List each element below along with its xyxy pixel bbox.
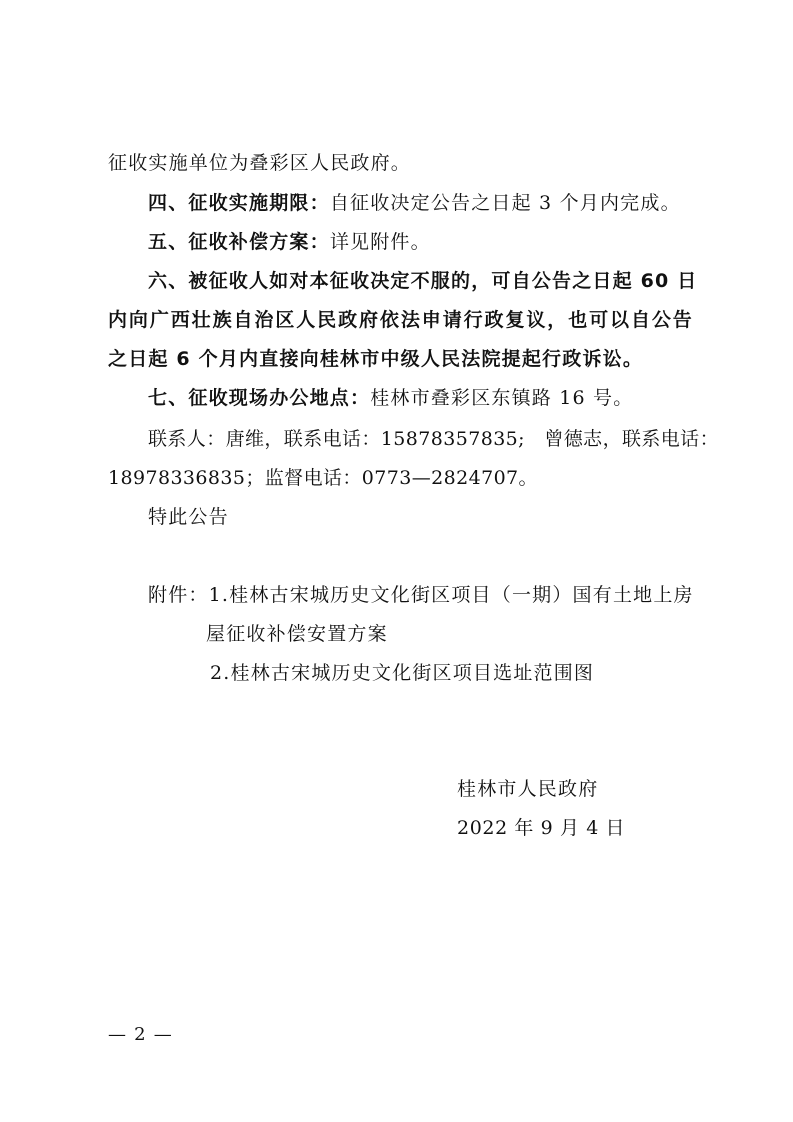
item-7-heading: 七、征收现场办公地点：	[148, 387, 371, 409]
contact-line-1: 联系人：唐维，联系电话：15878357835; 曾德志，联系电话：	[148, 428, 719, 450]
attachment-label: 附件：	[148, 584, 209, 606]
item-4-period	[148, 190, 681, 216]
item-6-line-1: 六、被征收人如对本征收决定不服的，可自公告之日起 60 日	[148, 270, 698, 292]
item-6-line-3: 之日起 6 个月内直接向桂林市中级人民法院提起行政诉讼。	[108, 348, 644, 370]
item-4-heading: 四、征收实施期限：	[148, 192, 330, 214]
attachment-1-line-1	[148, 582, 694, 608]
paragraph-unit-tail: 征收实施单位为叠彩区人民政府。	[108, 152, 412, 174]
item-6-line-2: 内向广西壮族自治区人民政府依法申请行政复议，也可以自公告	[108, 309, 693, 331]
issue-date: 2022 年 9 月 4 日	[457, 817, 626, 839]
attachment-1-line-2: 屋征收补偿安置方案	[206, 623, 388, 645]
contact-line-2: 18978336835；监督电话：0773—2824707。	[108, 467, 538, 489]
item-5-heading: 五、征收补偿方案：	[148, 231, 330, 253]
item-4-text: 自征收决定公告之日起 3 个月内完成。	[329, 192, 681, 214]
item-5-text: 详见附件。	[329, 231, 431, 253]
closing-text: 特此公告	[148, 506, 229, 528]
issuer-name: 桂林市人民政府	[457, 778, 599, 800]
item-7-text: 桂林市叠彩区东镇路 16 号。	[370, 387, 634, 409]
attachment-1-title: 1.桂林古宋城历史文化街区项目（一期）国有土地上房	[208, 584, 694, 606]
item-7-office	[148, 385, 633, 411]
page-number: — 2 —	[108, 1024, 173, 1045]
attachment-2: 2.桂林古宋城历史文化街区项目选址范围图	[210, 662, 595, 684]
item-5-plan	[148, 229, 431, 255]
